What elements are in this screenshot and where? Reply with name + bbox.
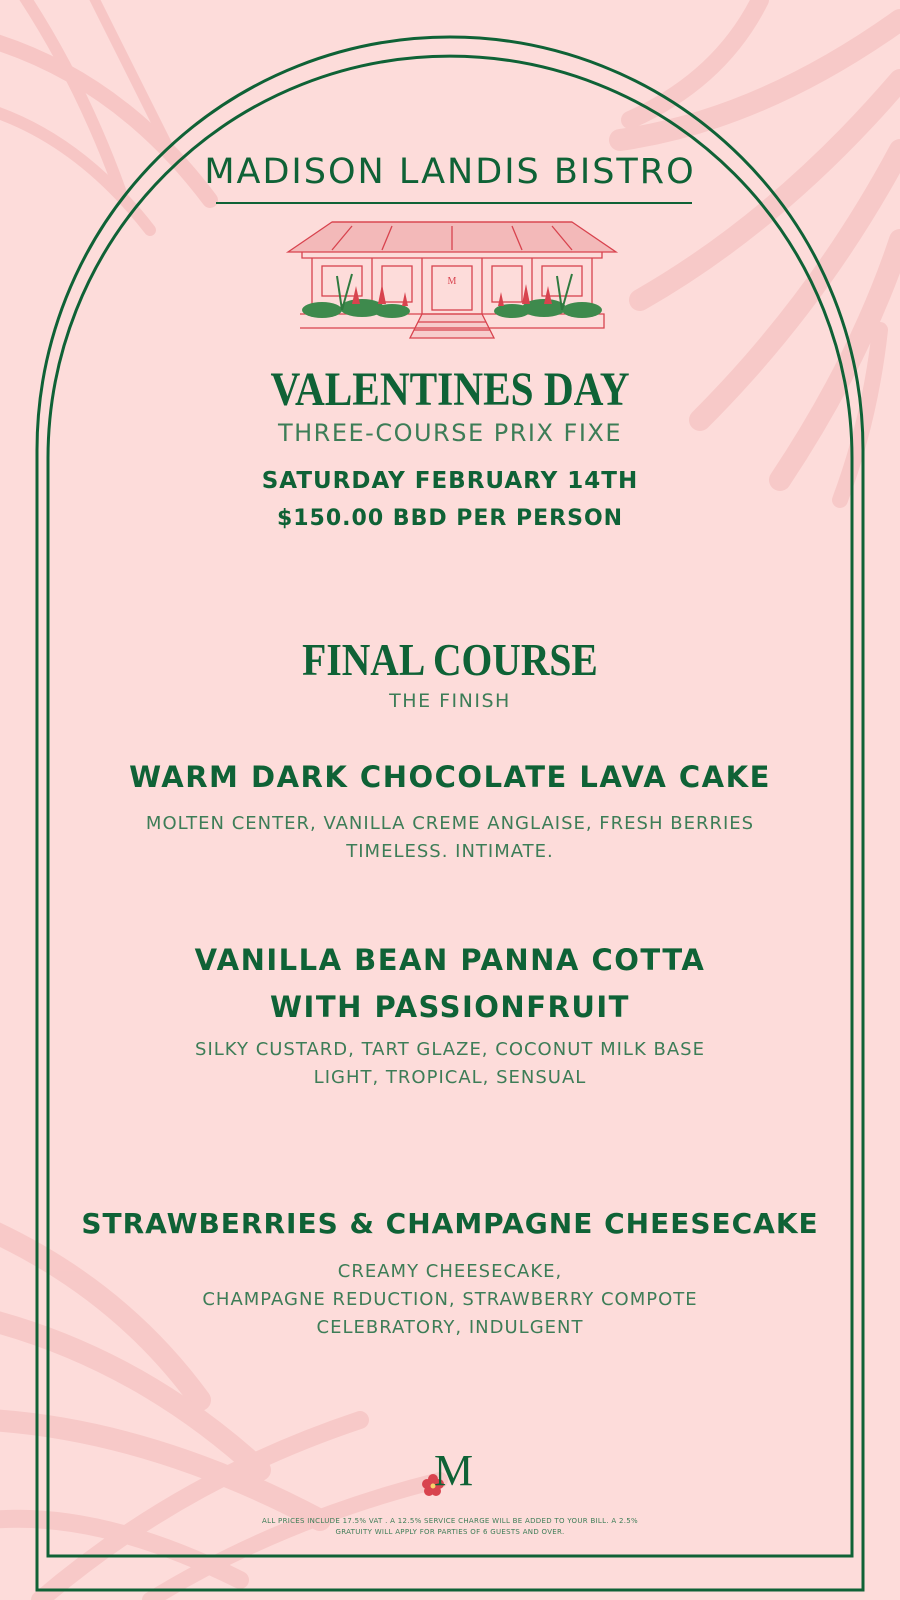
course-title: FINAL COURSE [302, 634, 598, 685]
restaurant-name: MADISON LANDIS BISTRO [204, 152, 696, 192]
dish-note: TIMELESS. INTIMATE. [346, 841, 554, 862]
dish-note: CELEBRATORY, INDULGENT [316, 1317, 584, 1338]
monogram-letter: M [434, 1446, 474, 1495]
dish-description: SILKY CUSTARD, TART GLAZE, COCONUT MILK BASE [195, 1039, 705, 1060]
monogram-logo [420, 1446, 480, 1500]
footer-note-line-2: GRATUITY WILL APPLY FOR PARTIES OF 6 GUESTS AND OVER. [335, 1528, 565, 1536]
dish-description: MOLTEN CENTER, VANILLA CREME ANGLAISE, FRESH BERRIES [145, 813, 755, 834]
svg-text:M: M [447, 276, 457, 287]
course-subtitle: THE FINISH [389, 690, 511, 712]
dish-name: WARM DARK CHOCOLATE LAVA CAKE [129, 760, 771, 794]
footer-note: ALL PRICES INCLUDE 17.5% VAT . A 12.5% SERVICE CHARGE WILL BE ADDED TO YOUR BILL. A 2.5% [262, 1517, 638, 1525]
dish-name: STRAWBERRIES & CHAMPAGNE CHEESECAKE [81, 1207, 819, 1240]
event-title: VALENTINES DAY [270, 363, 630, 416]
dish-description: CREAMY CHEESECAKE, [337, 1261, 563, 1282]
dish-note: LIGHT, TROPICAL, SENSUAL [313, 1067, 587, 1088]
dish-name-line-2: WITH PASSIONFRUIT [270, 990, 630, 1024]
bistro-building-illustration [282, 216, 622, 346]
event-subtitle: THREE-COURSE PRIX FIXE [277, 419, 623, 447]
event-date: SATURDAY FEBRUARY 14TH [261, 468, 639, 494]
restaurant-name-underline [216, 202, 692, 204]
dish-name: VANILLA BEAN PANNA COTTA [194, 943, 706, 977]
dish-description-line-2: CHAMPAGNE REDUCTION, STRAWBERRY COMPOTE [202, 1289, 698, 1310]
event-price: $150.00 BBD PER PERSON [276, 506, 624, 531]
